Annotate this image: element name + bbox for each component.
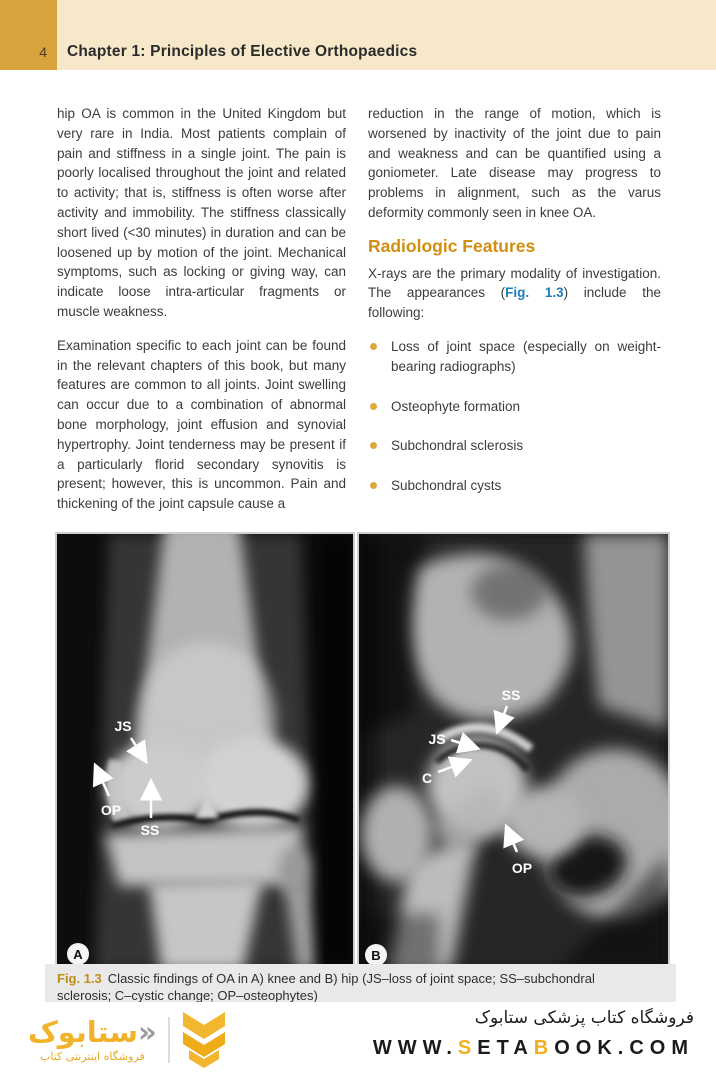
footer-right bbox=[373, 1008, 694, 1060]
setabook-logo-text bbox=[28, 1017, 157, 1063]
radiologic-findings-list bbox=[368, 337, 661, 496]
bullet-joint-space: Loss of joint space (especially on weight-bearing radiographs) bbox=[391, 338, 661, 374]
label-knee-ss: SS bbox=[140, 822, 160, 838]
url-part: WWW. bbox=[372, 1037, 458, 1059]
intro-text-pre: X-rays are the primary modality of investigation. The appearances ( bbox=[368, 265, 661, 301]
list-item bbox=[368, 337, 661, 377]
list-item bbox=[368, 476, 661, 496]
hip-xray-image bbox=[359, 534, 668, 970]
page-number: 4 bbox=[39, 44, 47, 60]
intro-text-post: ) include the following: bbox=[368, 285, 661, 321]
paragraph-oa-epidemiology: hip OA is common in the United Kingdom but very rare in India. Most patients complain of pain and stiffness in a single joint. The pain is poorly localised throughout the joint and related to activity; that is, stiffness is often worse after activity and immobility. The stiffness classically short lived (<30 minutes) in duration and can be loosened up by motion of the joint. Mechanical symptoms, such as locking or giving way, can indicate loose intra-articular fragments or muscle weakness. bbox=[57, 106, 346, 319]
paragraph-xray-intro bbox=[368, 264, 661, 323]
url-part: OOK.COM bbox=[554, 1037, 694, 1059]
left-text-column bbox=[57, 104, 346, 528]
list-item bbox=[368, 436, 661, 456]
label-hip-op: OP bbox=[511, 860, 533, 876]
url-part: ETA bbox=[477, 1037, 534, 1059]
label-knee-op: OP bbox=[100, 802, 122, 818]
figure-1-3-link[interactable]: Fig. 1.3 bbox=[505, 285, 564, 301]
guillemet-mark: « bbox=[138, 1015, 157, 1049]
chapter-header bbox=[0, 0, 716, 70]
list-item bbox=[368, 397, 661, 417]
logo-divider bbox=[168, 1017, 170, 1063]
bullet-cysts: Subchondral cysts bbox=[391, 478, 502, 494]
section-heading-radiologic-features: Radiologic Features bbox=[368, 235, 536, 256]
label-knee-js: JS bbox=[114, 718, 132, 734]
setabook-logo bbox=[28, 1010, 227, 1070]
paragraph-range-of-motion: reduction in the range of motion, which is worsened by inactivity of the joint due to pain and weakness and can be quantified using a goniometer. Late disease may progress to problems in alignment, such as the varus deformity commonly seen in knee OA. bbox=[368, 106, 661, 220]
setabook-url[interactable] bbox=[373, 1037, 694, 1060]
knee-xray-panel bbox=[55, 532, 355, 972]
paragraph-examination: Examination specific to each joint can be found in the relevant chapters of this book, but many features are common to all joints. Joint swelling can occur due to a combination of abnormal bone morphology, joint effusion and synovial hypertrophy. Joint tenderness may be present if a particularly florid secondary synovitis is present; however, this is uncommon. Pain and thickening of the joint capsule cause a bbox=[57, 337, 346, 512]
url-gold-letter: B bbox=[533, 1037, 555, 1059]
figure-caption-line1: Classic findings of OA in A) knee and B) hip (JS–loss of joint space; SS–subchondral bbox=[107, 971, 595, 986]
setabook-tagline: فروشگاه اینترنتی کتاب bbox=[40, 1050, 145, 1063]
figure-caption-label: Fig. 1.3 bbox=[57, 971, 102, 986]
page-number-strip bbox=[0, 0, 57, 70]
figure-caption-band bbox=[45, 964, 676, 1002]
setabook-chevron-icon bbox=[181, 1010, 227, 1070]
figure-caption bbox=[57, 970, 663, 1002]
bullet-osteophyte: Osteophyte formation bbox=[391, 398, 521, 414]
url-gold-letter: S bbox=[457, 1037, 478, 1059]
chapter-title: Chapter 1: Principles of Elective Orthopaedics bbox=[67, 43, 418, 60]
figure-1-3 bbox=[45, 526, 676, 1002]
right-text-column bbox=[368, 104, 661, 516]
panel-a-badge-letter: A bbox=[73, 947, 83, 962]
hip-xray-panel bbox=[357, 532, 670, 972]
figure-caption-line2: sclerosis; C–cystic change; OP–osteophytes) bbox=[57, 988, 318, 1002]
knee-xray-image bbox=[57, 534, 353, 970]
bullet-sclerosis: Subchondral sclerosis bbox=[391, 438, 524, 454]
label-hip-c: C bbox=[421, 770, 433, 786]
panel-b-badge-letter: B bbox=[371, 948, 381, 963]
label-hip-js: JS bbox=[428, 731, 446, 747]
label-hip-ss: SS bbox=[501, 687, 521, 703]
store-name-persian: فروشگاه کتاب پزشکی ستابوک bbox=[474, 1008, 694, 1028]
bookstore-footer bbox=[0, 1002, 716, 1079]
setabook-wordmark-text: ستابوک bbox=[28, 1015, 139, 1049]
setabook-wordmark bbox=[28, 1017, 157, 1047]
